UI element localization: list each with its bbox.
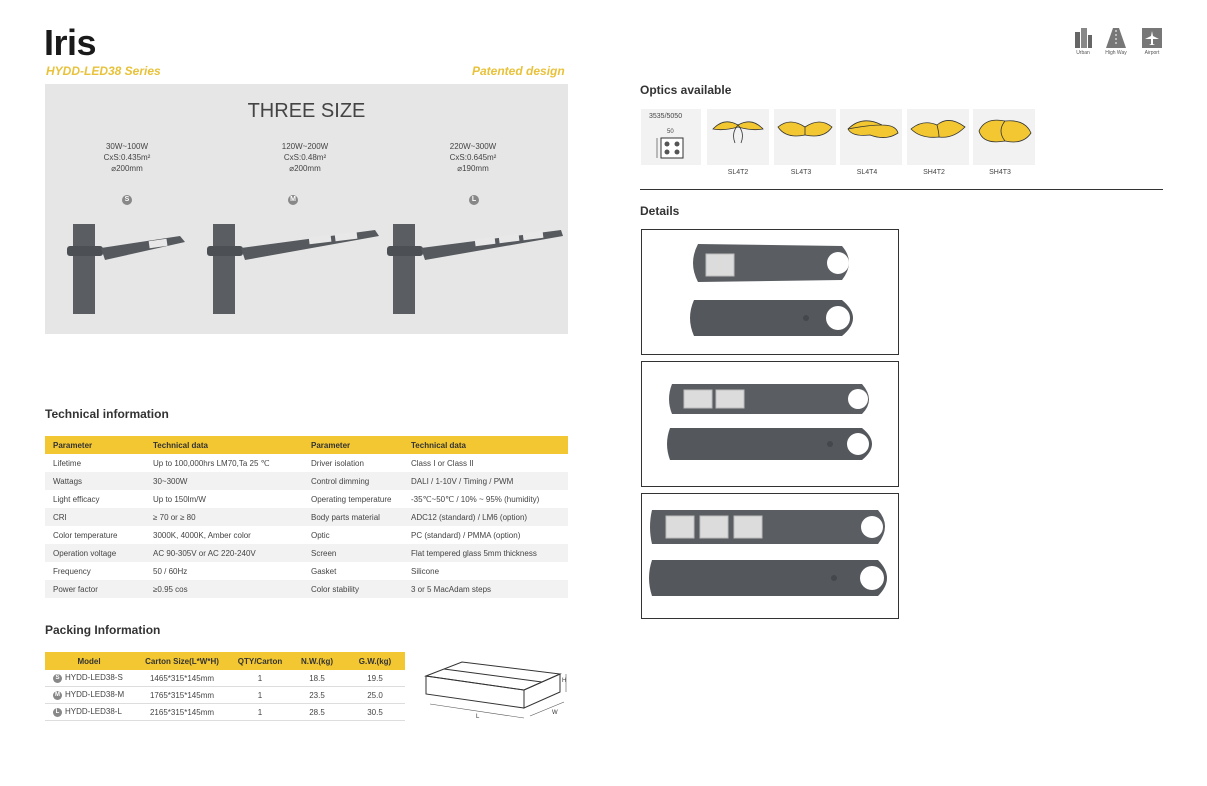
patent-label: Patented design — [472, 64, 565, 78]
three-size-panel — [45, 84, 568, 334]
highway-icon — [1104, 28, 1128, 48]
col-nw: N.W.(kg) — [289, 652, 345, 670]
cell: Silicone — [411, 566, 440, 576]
size-badge: S — [53, 674, 62, 683]
cell: Operation voltage — [45, 544, 145, 562]
table-row — [45, 562, 568, 580]
detail-image-m — [641, 361, 899, 487]
size-badge-s: S — [122, 195, 132, 205]
table-row — [45, 472, 568, 490]
detail-image-l — [641, 493, 899, 619]
cell: Power factor — [45, 580, 145, 598]
optic-label: SL4T2 — [727, 169, 749, 176]
light-distribution-icon — [842, 115, 900, 149]
diameter-value: ⌀200mm — [289, 164, 321, 173]
light-distribution-icon — [909, 115, 967, 149]
cell: Optic — [311, 530, 330, 540]
tech-table — [45, 436, 568, 598]
packing-heading: Packing Information — [45, 623, 161, 637]
optics-heading: Optics available — [640, 83, 732, 97]
cell: Gasket — [311, 566, 337, 576]
size-badge: L — [53, 708, 62, 717]
three-size-heading: THREE SIZE — [247, 100, 366, 122]
power-range: 30W~100W — [105, 142, 149, 151]
size-badge-m: M — [288, 195, 298, 205]
table-row — [45, 670, 405, 687]
optic-sh4t3 — [973, 109, 1035, 165]
dimension-w-label: W — [552, 710, 558, 716]
luminaire-detail-photo — [642, 494, 898, 618]
model-name: HYDD-LED38-S — [65, 673, 123, 683]
carton-diagram — [422, 652, 572, 732]
table-row — [45, 687, 405, 704]
cell: 18.5 — [289, 670, 345, 687]
col-model: Model — [45, 652, 133, 670]
model-name: HYDD-LED38-M — [65, 690, 125, 700]
cell: 1 — [231, 670, 289, 687]
cxs-value: CxS:0.435m² — [103, 153, 151, 162]
size-badge: M — [55, 691, 60, 698]
optic-label: SH4T2 — [923, 169, 945, 176]
led-chip-box — [641, 109, 701, 165]
highway-label: High Way — [1105, 50, 1127, 56]
col-technical-data: Technical data — [403, 436, 568, 454]
cell: Screen — [303, 544, 403, 562]
table-row — [45, 544, 568, 562]
table-row — [45, 526, 568, 544]
chip-label: 3535/5050 — [649, 113, 683, 120]
cell: ≥ 70 or ≥ 80 — [145, 508, 303, 526]
cell: Wattags — [45, 472, 145, 490]
col-parameter: Parameter — [45, 436, 145, 454]
urban-icon — [1074, 28, 1092, 48]
table-row — [45, 580, 568, 598]
size-spec-m — [245, 141, 365, 174]
light-distribution-icon — [975, 115, 1033, 151]
cell: CRI — [45, 508, 145, 526]
cell: 28.5 — [289, 704, 345, 721]
cell: ADC12 (standard) / LM6 (option) — [403, 508, 568, 526]
table-row — [45, 508, 568, 526]
cell: -35℃~50℃ / 10% ~ 95% (humidity) — [411, 494, 540, 504]
model-cell — [45, 687, 133, 704]
col-carton-size: Carton Size(L*W*H) — [133, 652, 231, 670]
chip-dimension: 50 — [667, 129, 674, 135]
optic-sl4t4 — [840, 109, 902, 165]
detail-image-s — [641, 229, 899, 355]
model-cell — [45, 704, 133, 721]
model-cell — [45, 670, 133, 687]
optic-sl4t2 — [707, 109, 769, 165]
col-parameter: Parameter — [303, 436, 403, 454]
urban-label: Urban — [1076, 50, 1090, 56]
cell: Driver isolation — [311, 458, 364, 468]
luminaire-detail-photo — [642, 230, 898, 354]
cell: 2165*315*145mm — [133, 704, 231, 721]
cell: 25.0 — [345, 687, 405, 704]
col-qty: QTY/Carton — [231, 652, 289, 670]
size-spec-l — [413, 141, 533, 174]
col-technical-data: Technical data — [145, 436, 303, 454]
table-row — [45, 454, 568, 472]
table-row — [45, 490, 568, 508]
cell: 19.5 — [345, 670, 405, 687]
airport-label: Airport — [1144, 50, 1160, 56]
luminaire-m-image — [205, 224, 385, 314]
led-chip-icon — [655, 136, 685, 160]
cell: AC 90-305V or AC 220-240V — [145, 544, 303, 562]
cell: Light efficacy — [53, 494, 100, 504]
cell: ≥0.95 cos — [145, 580, 303, 598]
product-title: Iris — [44, 22, 97, 63]
cell: Frequency — [53, 566, 91, 576]
cell: 1 — [231, 704, 289, 721]
dimension-l-label: L — [476, 714, 480, 720]
cell: Body parts material — [303, 508, 403, 526]
tech-header-row — [45, 436, 568, 454]
size-badge-l: L — [469, 195, 479, 205]
cxs-value: CxS:0.48m² — [283, 153, 327, 162]
cell: 1765*315*145mm — [133, 687, 231, 704]
application-icons — [1068, 28, 1168, 90]
series-name: HYDD-LED38 Series — [46, 64, 161, 78]
packing-header-row — [45, 652, 405, 670]
diameter-value: ⌀200mm — [111, 164, 143, 173]
cell: Operating temperature — [311, 494, 392, 504]
divider — [640, 189, 1163, 190]
cell: Class I or Class II — [411, 458, 474, 468]
light-distribution-icon — [776, 115, 834, 149]
luminaire-s-image — [65, 224, 195, 314]
cell: 50 / 60Hz — [153, 566, 188, 576]
cell: Up to 150lm/W — [153, 494, 206, 504]
cxs-value: CxS:0.645m² — [449, 153, 497, 162]
optic-label: SL4T4 — [856, 169, 878, 176]
optic-label: SL4T3 — [790, 169, 812, 176]
cell: Up to 100,000hrs LM70,Ta 25 ℃ — [153, 458, 270, 468]
cell: 30.5 — [345, 704, 405, 721]
cell: 30~300W — [145, 472, 303, 490]
cell: Flat tempered glass 5mm thickness — [403, 544, 568, 562]
cell: 1 — [231, 687, 289, 704]
details-heading: Details — [640, 204, 680, 218]
cell: 23.5 — [289, 687, 345, 704]
luminaire-detail-photo — [642, 362, 898, 486]
cell: Color temperature — [53, 530, 118, 540]
cell: 1465*315*145mm — [133, 670, 231, 687]
carton-box-icon — [422, 652, 572, 732]
optic-label: SH4T3 — [989, 169, 1011, 176]
cell: DALI / 1-10V / Timing / PWM — [403, 472, 568, 490]
optic-sh4t2 — [907, 109, 969, 165]
luminaire-l-image — [385, 224, 565, 314]
col-gw: G.W.(kg) — [345, 652, 405, 670]
light-distribution-icon — [709, 115, 767, 147]
packing-table — [45, 652, 405, 721]
diameter-value: ⌀190mm — [457, 164, 489, 173]
dimension-h-label: H — [562, 678, 567, 684]
tech-heading: Technical information — [45, 407, 169, 421]
size-spec-s — [67, 141, 187, 174]
power-range: 220W~300W — [449, 142, 497, 151]
optic-sl4t3 — [774, 109, 836, 165]
cell: Color stability — [303, 580, 403, 598]
airport-icon — [1142, 28, 1162, 48]
cell: Lifetime — [53, 458, 82, 468]
model-name: HYDD-LED38-L — [65, 707, 122, 717]
table-row — [45, 704, 405, 721]
cell: Control dimming — [303, 472, 403, 490]
cell: 3000K, 4000K, Amber color — [153, 530, 251, 540]
cell: PC (standard) / PMMA (option) — [411, 530, 521, 540]
cell: 3 or 5 MacAdam steps — [403, 580, 568, 598]
power-range: 120W~200W — [281, 142, 329, 151]
